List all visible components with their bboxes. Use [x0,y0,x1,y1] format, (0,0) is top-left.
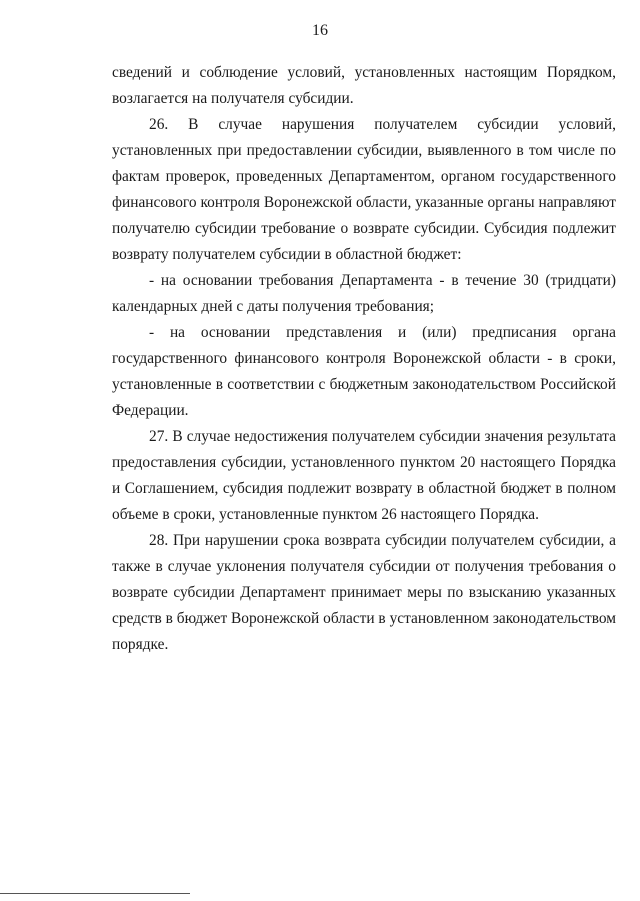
document-body [112,60,616,658]
paragraph-28: 28. При нарушении срока возврата субсидии получателем субсидии, а также в случае уклонения получателя субсидии от получения требования о возврате субсидии Департамент принимает меры по взысканию указанных средств в бюджет Воронежской области в установленном законодательством порядке. [112,532,616,653]
paragraph-continuation: сведений и соблюдение условий, установленных настоящим Порядком, возлагается на получателя субсидии. [112,64,616,107]
page-number: 16 [312,22,328,39]
paragraph-27: 27. В случае недостижения получателем субсидии значения результата предоставления субсидии, установленного пунктом 20 настоящего Порядка и Соглашением, субсидия подлежит возврату в областной бюджет в полном объеме в сроки, установленные пунктом 26 настоящего Порядка. [112,428,616,523]
list-item-control-body-order: - на основании представления и (или) предписания органа государственного финансового контроля Воронежской области - в сроки, установленные в соответствии с бюджетным законодательством Российской Федерации. [112,324,616,419]
footer-rule [0,893,190,894]
list-item-department-demand: - на основании требования Департамента - в течение 30 (тридцати) календарных дней с даты получения требования; [112,272,616,315]
paragraph-26: 26. В случае нарушения получателем субсидии условий, установленных при предоставлении субсидии, выявленного в том числе по фактам проверок, проведенных Департаментом, органом государственного финансового контроля Воронежской области, указанные органы направляют получателю субсидии требование о возврате субсидии. Субсидия подлежит возврату получателем субсидии в областной бюджет: [112,116,616,263]
